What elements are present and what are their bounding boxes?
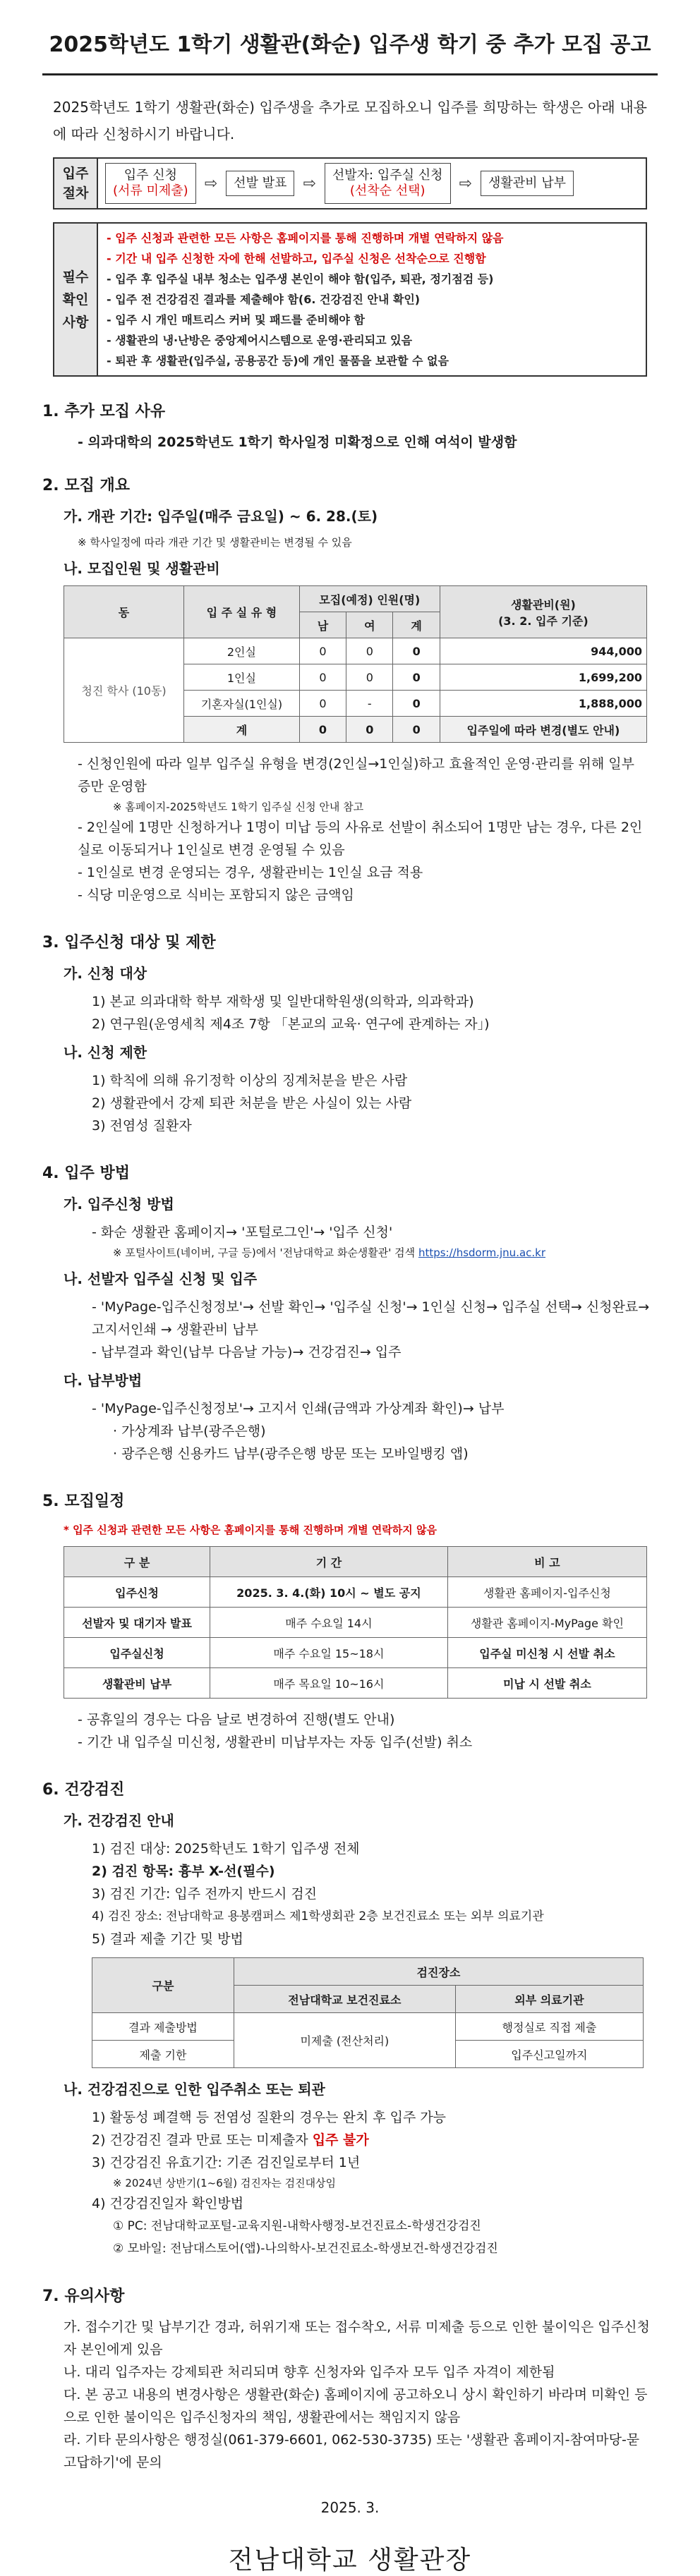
notice-item: - 생활관의 냉·난방은 중앙제어시스템으로 운영·관리되고 있음 bbox=[107, 334, 413, 347]
intro-text: 2025학년도 1학기 생활관(화순) 입주생을 추가로 모집하오니 입주를 희망하는 학생은 아래 내용에 따라 신청하시기 바랍니다. bbox=[53, 99, 647, 142]
list-item: 2) 생활관에서 강제 퇴관 처분을 받은 사실이 있는 사람 bbox=[92, 1095, 412, 1111]
table-row: 결과 제출방법 미제출 (전산처리) 행정실로 직접 제출 bbox=[92, 2013, 644, 2041]
arrow-right-icon: ⇨ bbox=[204, 174, 218, 193]
section-heading: 5. 모집일정 bbox=[42, 1493, 125, 1510]
search-note: ※ 포털사이트(네이버, 구글 등)에서 '전남대학교 화순생활관' 검색 https://hsdorm.jnu.ac.kr bbox=[113, 1246, 546, 1259]
table-header: 외부 의료기관 bbox=[455, 1986, 643, 2013]
section-heading: 7. 유의사항 bbox=[42, 2288, 125, 2305]
sub-heading: 가. 건강검진 안내 bbox=[64, 1812, 174, 1829]
list-item: 1) 검진 대상: 2025학년도 1학기 입주생 전체 bbox=[92, 1841, 360, 1857]
table-header: 모집(예정) 인원(명) bbox=[299, 586, 440, 612]
list-item: ② 모바일: 전남대스토어(앱)-나의학사-보건진료소-학생보건-학생건강검진 bbox=[113, 2242, 498, 2256]
section-heading: 2. 모집 개요 bbox=[42, 477, 130, 494]
notice-item: - 입주 시 개인 매트리스 커버 및 패드를 준비해야 함 bbox=[107, 313, 365, 327]
table-header: 기 간 bbox=[210, 1547, 448, 1577]
period-line: 가. 개관 기간: 입주일(매주 금요일) ~ 6. 28.(토) bbox=[64, 508, 378, 525]
issuer-signature: 전남대학교 생활관장 bbox=[228, 2546, 472, 2575]
list-item: 4) 검진 장소: 전남대학교 용봉캠퍼스 제1학생회관 2층 보건진료소 또는 외부 의료기관 bbox=[92, 1909, 544, 1924]
schedule-note: - 공휴일의 경우는 다음 날로 변경하여 진행(별도 안내) bbox=[78, 1712, 395, 1727]
procedure-label: 입주 절차 bbox=[54, 159, 98, 208]
table-header: 비 고 bbox=[447, 1547, 646, 1577]
table-row: 선발자 및 대기자 발표 매주 수요일 14시 생활관 홈페이지-MyPage 확인 bbox=[64, 1608, 647, 1638]
step-announce: 선발 발표 bbox=[226, 171, 294, 196]
schedule-note: - 기간 내 입주실 미신청, 생활관비 미납부자는 자동 입주(선발) 취소 bbox=[78, 1734, 473, 1750]
list-item: 다. 본 공고 내용의 변경사항은 생활관(화순) 홈페이지에 공고하오니 상시 확인하기 바라며 미확인 등으로 인한 불이익은 입주신청자의 책임, 생활관에서는 책임지지 않음 bbox=[64, 2387, 648, 2425]
table-row: 1인실 0 0 0 1,699,200 bbox=[64, 664, 647, 691]
section-text: - 의과대학의 2025학년도 1학기 학사일정 미확정으로 인해 여석이 발생함 bbox=[78, 435, 517, 450]
list-item: 5) 결과 제출 기간 및 방법 bbox=[92, 1931, 243, 1947]
list-item: ① PC: 전남대학교포털-교육지원-내학사행정-보건진료소-학생건강검진 bbox=[113, 2219, 481, 2233]
step-apply: 입주 신청 (서류 미제출) bbox=[105, 163, 196, 204]
procedure-box bbox=[53, 157, 647, 209]
recruit-note: - 1인실로 변경 운영되는 경우, 생활관비는 1인실 요금 적용 bbox=[78, 865, 423, 880]
page-title: 2025학년도 1학기 생활관(화순) 입주생 학기 중 추가 모집 공고 bbox=[42, 21, 658, 75]
list-note: ※ 2024년 상반기(1~6월) 검진자는 검진대상임 bbox=[113, 2177, 337, 2189]
recruit-note: - 식당 미운영으로 식비는 포함되지 않은 금액임 bbox=[78, 887, 354, 903]
notice-item: - 입주 신청과 관련한 모든 사항은 홈페이지를 통해 진행하며 개별 연락하지 않음 bbox=[107, 231, 504, 245]
procedure-steps bbox=[98, 159, 646, 208]
table-header: 구분 bbox=[92, 1958, 234, 2013]
sub-heading: 가. 신청 대상 bbox=[64, 965, 147, 982]
list-item: - 화순 생활관 홈페이지→ '포털로그인'→ '입주 신청' bbox=[92, 1225, 393, 1240]
sub-heading: 다. 납부방법 bbox=[64, 1372, 143, 1389]
list-item: 1) 활동성 폐결핵 등 전염성 질환의 경우는 완치 후 입주 가능 bbox=[92, 2110, 447, 2125]
section-heading: 6. 건강검진 bbox=[42, 1781, 125, 1799]
list-item: 2) 검진 항목: 흉부 X-선(필수) bbox=[92, 1864, 275, 1879]
sub-heading: 나. 신청 제한 bbox=[64, 1044, 147, 1061]
list-item: 1) 본교 의과대학 학부 재학생 및 일반대학원생(의학과, 의과학과) bbox=[92, 994, 474, 1009]
table-row: 생활관비 납부 매주 목요일 10~16시 미납 시 선발 취소 bbox=[64, 1668, 647, 1699]
period-note: ※ 학사일정에 따라 개관 기간 및 생활관비는 변경될 수 있음 bbox=[78, 536, 352, 549]
list-item: · 광주은행 신용카드 납부(광주은행 방문 또는 모바일뱅킹 앱) bbox=[113, 1446, 469, 1462]
sub-heading: 나. 선발자 입주실 신청 및 입주 bbox=[64, 1270, 258, 1287]
table-header: 전남대학교 보건진료소 bbox=[234, 1986, 455, 2013]
table-row: 청진 학사 (10동) 2인실 0 0 0 944,000 bbox=[64, 638, 647, 664]
required-notice-label: 필수 확인 사항 bbox=[54, 224, 98, 375]
notice-date: 2025. 3. bbox=[320, 2499, 380, 2516]
health-check-table bbox=[92, 1957, 644, 2068]
list-item: 라. 기타 문의사항은 행정실(061-379-6601, 062-530-3735) 또는 '생활관 홈페이지-참여마당-묻고답하기'에 문의 bbox=[64, 2432, 640, 2470]
list-item: - 납부결과 확인(납부 다음날 가능)→ 건강검진→ 입주 bbox=[92, 1344, 402, 1360]
step-room-apply: 선발자: 입주실 신청 (선착순 선택) bbox=[325, 163, 451, 204]
list-item: 3) 건강검진 유효기간: 기존 검진일로부터 1년 bbox=[92, 2155, 361, 2170]
list-item: 4) 건강검진일자 확인방법 bbox=[92, 2196, 244, 2211]
list-item: · 가상계좌 납부(광주은행) bbox=[113, 1423, 266, 1439]
sub-heading: 나. 건강검진으로 인한 입주취소 또는 퇴관 bbox=[64, 2081, 325, 2098]
list-item: 나. 대리 입주자는 강제퇴관 처리되며 향후 신청자와 입주자 모두 입주 자격이 제한됨 bbox=[64, 2364, 555, 2380]
table-header: 생활관비(원) (3. 2. 입주 기준) bbox=[440, 586, 646, 638]
list-item: 2) 건강검진 결과 만료 또는 미제출자 입주 불가 bbox=[92, 2132, 369, 2148]
notice-item: - 퇴관 후 생활관(입주실, 공용공간 등)에 개인 물품을 보관할 수 없음 bbox=[107, 354, 449, 367]
section-heading: 1. 추가 모집 사유 bbox=[42, 403, 166, 420]
homepage-link[interactable]: https://hsdorm.jnu.ac.kr bbox=[418, 1246, 546, 1259]
list-item: 가. 접수기간 및 납부기간 경과, 허위기재 또는 접수착오, 서류 미제출 등으로 인한 불이익은 입주신청자 본인에게 있음 bbox=[64, 2319, 650, 2357]
table-header: 입 주 실 유 형 bbox=[184, 586, 300, 638]
recruit-table bbox=[64, 585, 647, 743]
list-item: 3) 전염성 질환자 bbox=[92, 1118, 192, 1134]
list-item: - 'MyPage-입주신청정보'→ 선발 확인→ '입주실 신청'→ 1인실 신청→ 입주실 선택→ 신청완료→ 고지서인쇄 → 생활관비 납부 bbox=[92, 1299, 650, 1337]
table-header: 남 bbox=[299, 612, 346, 638]
table-sum-row: 계 0 0 0 입주일에 따라 변경(별도 안내) bbox=[64, 717, 647, 743]
recruit-note: ※ 홈페이지-2025학년도 1학기 입주실 신청 안내 참고 bbox=[113, 801, 364, 813]
required-notice-list bbox=[98, 224, 646, 375]
notice-item: - 기간 내 입주 신청한 자에 한해 선발하고, 입주실 신청은 선착순으로 진행함 bbox=[107, 252, 486, 265]
schedule-table bbox=[64, 1546, 647, 1699]
table-header: 검진장소 bbox=[234, 1958, 643, 1986]
list-item: 2) 연구원(운영세칙 제4조 7항 「본교의 교육· 연구에 관계하는 자」) bbox=[92, 1016, 490, 1032]
recruit-note: - 신청인원에 따라 일부 입주실 유형을 변경(2인실→1인실)하고 효율적인 운영·관리를 위해 일부 증만 운영함 bbox=[78, 756, 634, 794]
section-heading: 4. 입주 방법 bbox=[42, 1165, 130, 1182]
table-header: 여 bbox=[346, 612, 393, 638]
notice-item: - 입주 후 입주실 내부 청소는 입주생 본인이 해야 함(입주, 퇴관, 정기점검 등) bbox=[107, 272, 494, 286]
sub-heading: 가. 입주신청 방법 bbox=[64, 1196, 174, 1213]
table-header: 동 bbox=[64, 586, 184, 638]
arrow-right-icon: ⇨ bbox=[303, 174, 316, 193]
list-item: 3) 검진 기간: 입주 전까지 반드시 검진 bbox=[92, 1886, 318, 1902]
notice-item: - 입주 전 건강검진 결과를 제출해야 함(6. 건강검진 안내 확인) bbox=[107, 293, 421, 306]
list-item: 1) 학칙에 의해 유기정학 이상의 징계처분을 받은 사람 bbox=[92, 1073, 408, 1088]
table-header: 구 분 bbox=[64, 1547, 210, 1577]
schedule-warning: * 입주 신청과 관련한 모든 사항은 홈페이지를 통해 진행하며 개별 연락하지 않음 bbox=[64, 1524, 437, 1536]
table-row: 입주신청 2025. 3. 4.(화) 10시 ~ 별도 공지 생활관 홈페이지-입주신청 bbox=[64, 1577, 647, 1608]
recruit-note: - 2인실에 1명만 신청하거나 1명이 미납 등의 사유로 선발이 취소되어 1명만 남는 경우, 다른 2인실로 이동되거나 1인실로 변경 운영될 수 있음 bbox=[78, 820, 643, 858]
table-row: 기혼자실(1인실) 0 - 0 1,888,000 bbox=[64, 691, 647, 717]
required-notice-box bbox=[53, 222, 647, 377]
table-row: 입주실신청 매주 수요일 15~18시 입주실 미신청 시 선발 취소 bbox=[64, 1638, 647, 1668]
step-payment: 생활관비 납부 bbox=[481, 171, 574, 196]
section-heading: 3. 입주신청 대상 및 제한 bbox=[42, 934, 216, 952]
arrow-right-icon: ⇨ bbox=[459, 174, 472, 193]
recruit-label: 나. 모집인원 및 생활관비 bbox=[64, 560, 220, 577]
table-header: 계 bbox=[393, 612, 440, 638]
list-item: - 'MyPage-입주신청정보'→ 고지서 인쇄(금액과 가상계좌 확인)→ 납부 bbox=[92, 1401, 505, 1416]
table-row: 제출 기한 입주신고일까지 bbox=[92, 2041, 644, 2068]
building-cell: 청진 학사 (10동) bbox=[64, 638, 184, 743]
